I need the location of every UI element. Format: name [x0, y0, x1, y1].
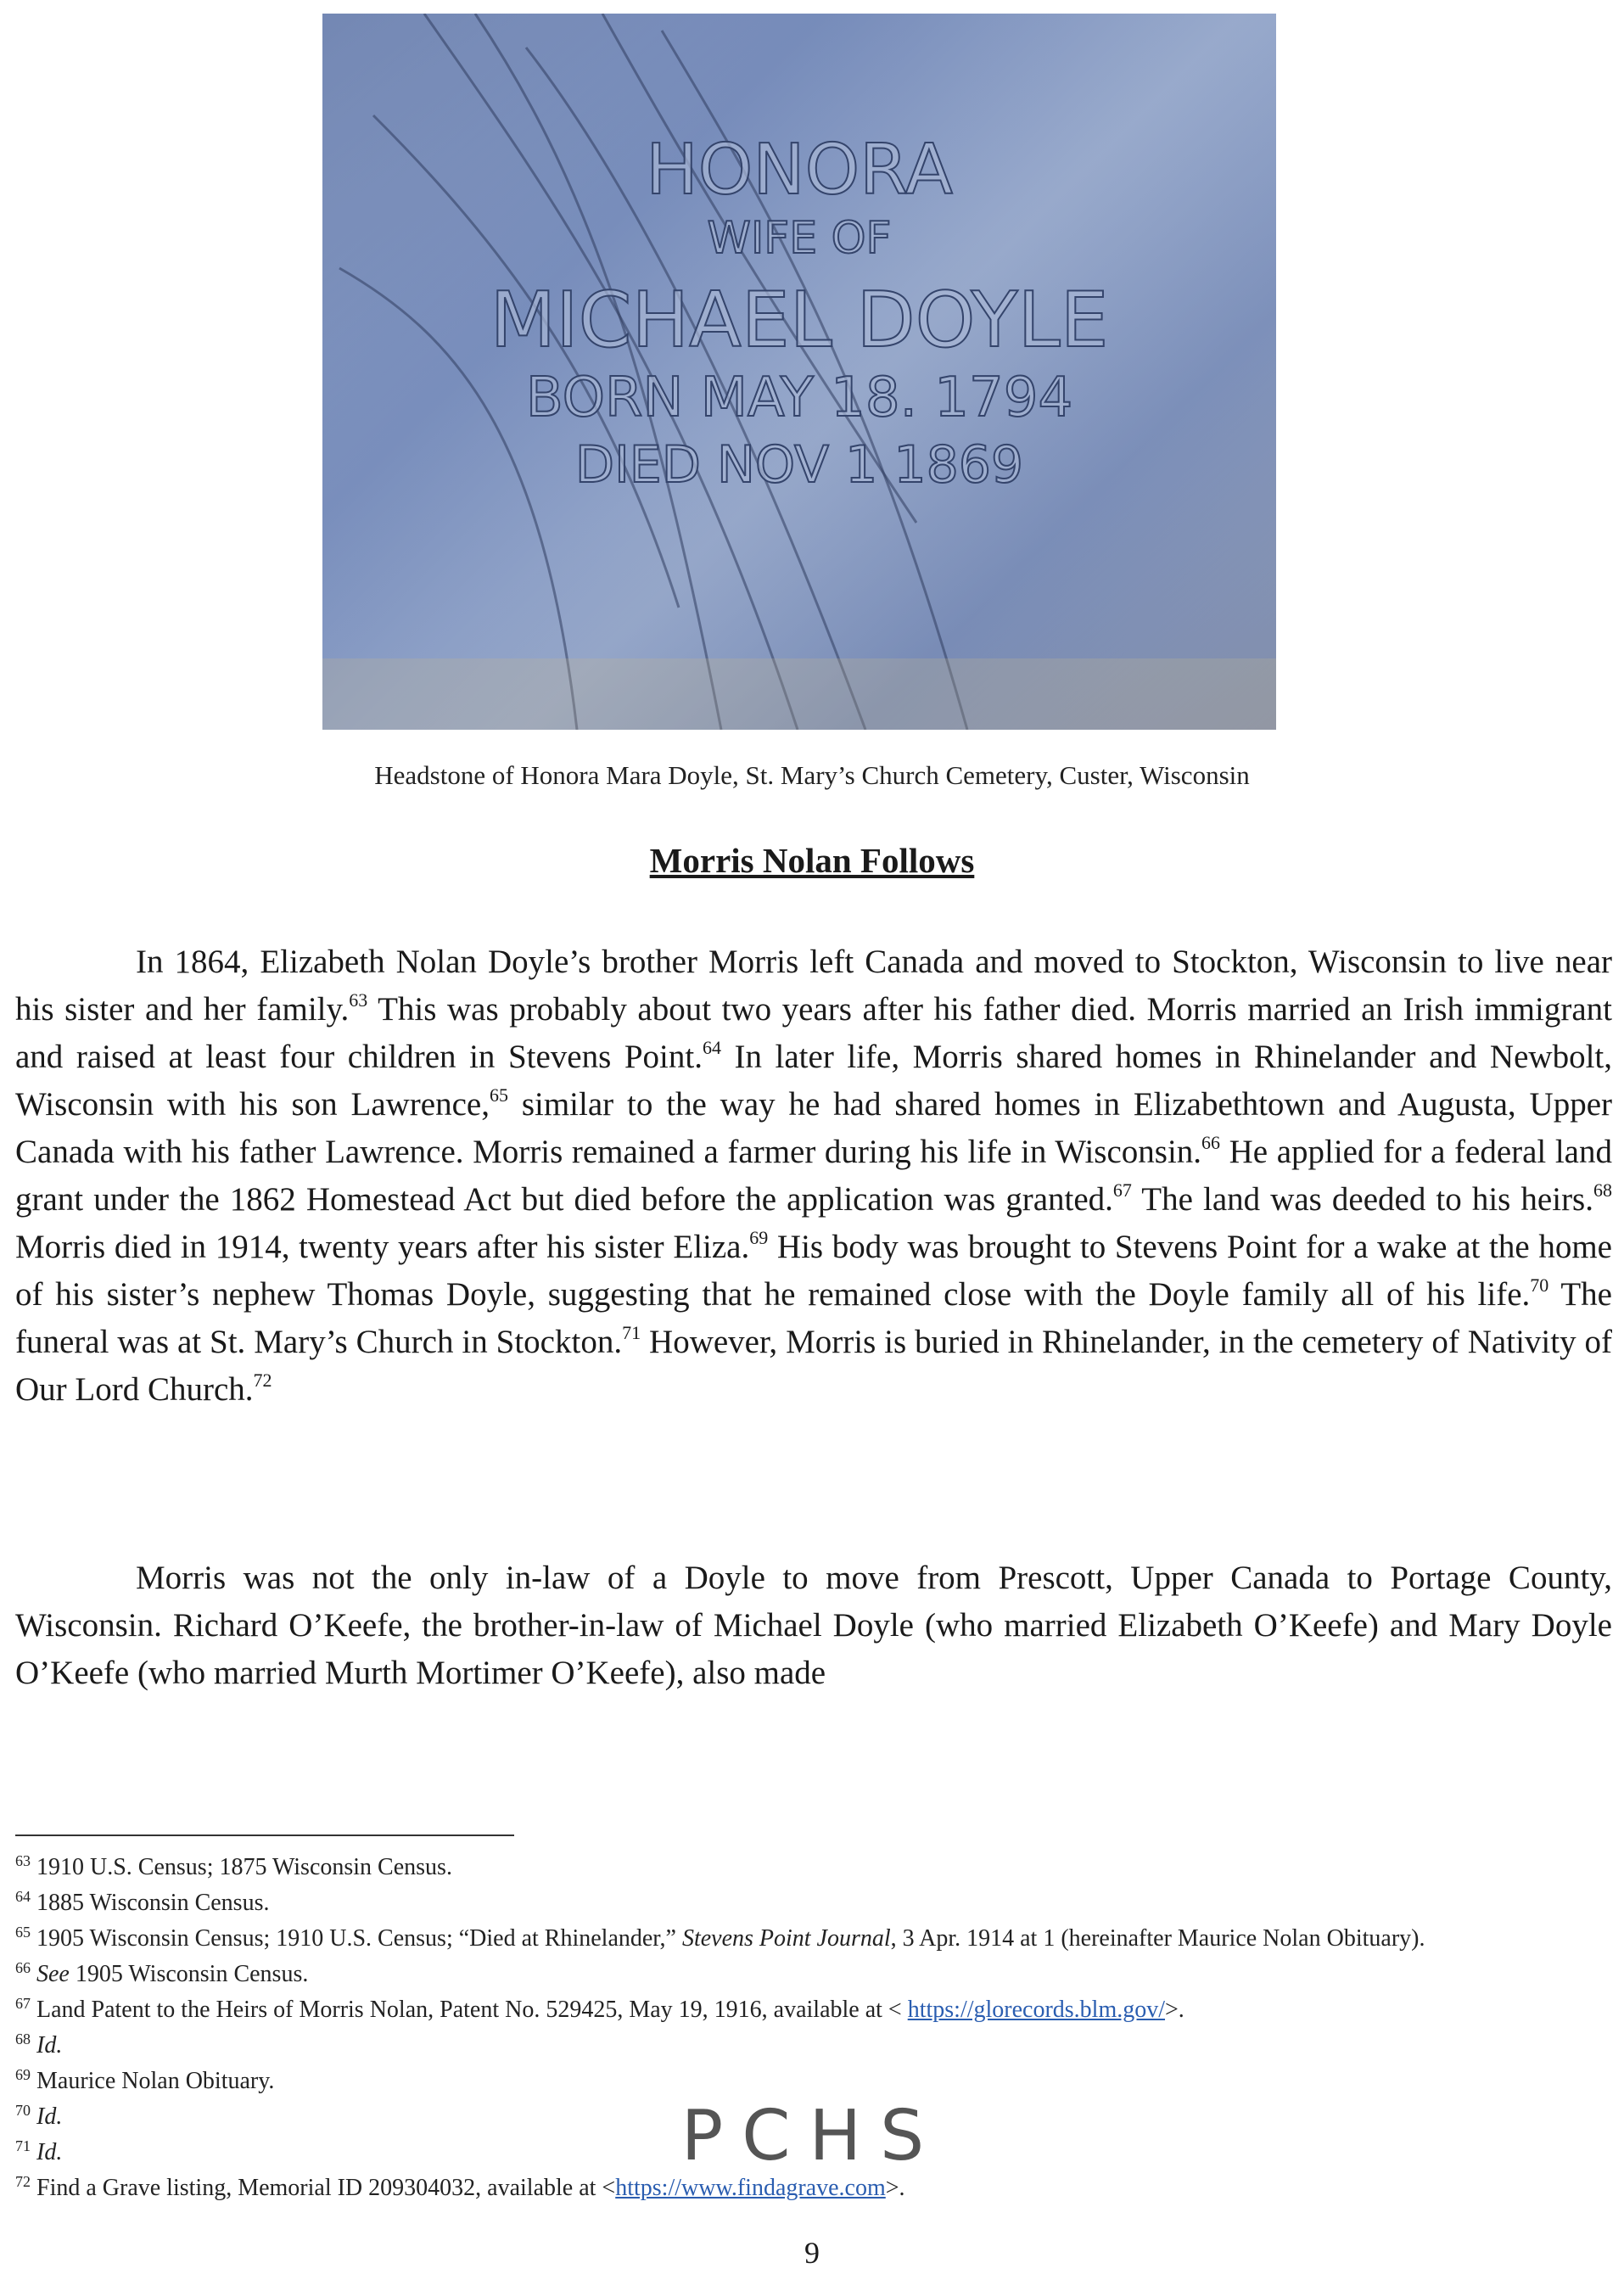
footnote-71: $^{71}$ Id.	[15, 2137, 63, 2165]
footnote-ref-70[interactable]: 70	[1530, 1274, 1549, 1296]
footnote-72: $^{72}$ Find a Grave listing, Memorial ID 209304032, available at <https://www.findagrave.com>.	[15, 2173, 905, 2201]
glorecords-link[interactable]: https://glorecords.blm.gov/	[907, 1997, 1166, 2023]
footnote-63: $^{63}$ 1910 U.S. Census; 1875 Wisconsin Census.	[15, 1852, 452, 1880]
pchs-watermark: PCHS	[680, 2096, 944, 2176]
headstone-line-5: DIED NOV 1 1869	[574, 435, 1024, 495]
headstone-image	[322, 14, 1276, 730]
page-number: 9	[804, 2236, 820, 2270]
footnote-ref-66[interactable]: 66	[1201, 1132, 1221, 1153]
headstone-line-4: BORN MAY 18. 1794	[525, 367, 1073, 429]
footnote-69: $^{69}$ Maurice Nolan Obituary.	[15, 2066, 275, 2094]
paragraph-2: Morris was not the only in-law of a Doyle to move from Prescott, Upper Canada to Portage County, Wisconsin. Richard O’Keefe, the brother-in-law of Michael Doyle (who married Elizabeth O’Keefe) and Mary Doyle O’Keefe (who married Murth Mortimer O’Keefe), also made	[15, 1560, 1612, 1691]
footnote-64: $^{64}$ 1885 Wisconsin Census.	[15, 1888, 270, 1916]
footnote-ref-68[interactable]: 68	[1593, 1179, 1612, 1201]
footnote-67: $^{67}$ Land Patent to the Heirs of Morris Nolan, Patent No. 529425, May 19, 1916, available at < https://glorecords.blm.gov/>.	[15, 1995, 1184, 2023]
findagrave-link[interactable]: https://www.findagrave.com	[615, 2175, 886, 2201]
footnote-ref-63[interactable]: 63	[349, 989, 368, 1011]
footnote-68: $^{68}$ Id.	[15, 2031, 63, 2059]
footnote-ref-71[interactable]: 71	[622, 1322, 641, 1343]
footnote-ref-69[interactable]: 69	[749, 1227, 769, 1248]
footnote-ref-64[interactable]: 64	[702, 1037, 721, 1058]
footnote-ref-67[interactable]: 67	[1112, 1179, 1132, 1201]
section-heading: Morris Nolan Follows	[649, 841, 975, 880]
headstone-line-3: MICHAEL DOYLE	[490, 276, 1109, 365]
headstone-line-2: WIFE OF	[707, 213, 892, 264]
headstone-photo	[322, 14, 1276, 730]
footnote-ref-72[interactable]: 72	[253, 1370, 272, 1391]
footnote-65: $^{65}$ 1905 Wisconsin Census; 1910 U.S. Census; “Died at Rhinelander,” Stevens Point Journal, 3 Apr. 1914 at 1 (hereinafter Maurice Nolan Obituary).	[15, 1924, 1425, 1952]
footnote-ref-65[interactable]: 65	[489, 1084, 508, 1106]
footnote-divider	[15, 1834, 514, 1836]
headstone-line-1: HONORA	[646, 130, 953, 210]
footnote-66: $^{66}$ See 1905 Wisconsin Census.	[15, 1959, 309, 1987]
paragraph-1: In 1864, Elizabeth Nolan Doyle’s brother Morris left Canada and moved to Stockton, Wisconsin to live near his sister and her family.$^{63}$ This was probably about two years after his father died. Morris married an Irish immigrant and raised at least four children in Stevens Point.$^{64}$ In later life, Morris shared homes in Rhinelander and Newbolt, Wisconsin with his son Lawrence,$^{65}$ similar to the way he had shared homes in Elizabethtown and Augusta, Upper Canada with his father Lawrence. Morris remained a farmer during his life in Wisconsin.$^{66}$ He applied for a federal land grant under the 1862 Homestead Act but died before the application was granted.$^{67}$ The land was deeded to his heirs.$^{68}$ Morris died in 1914, twenty years after his sister Eliza.$^{69}$ His body was brought to Stevens Point for a wake at the home of his sister’s nephew Thomas Doyle, suggesting that he remained close with the Doyle family all of his life.$^{70}$ The funeral was at St. Mary’s Church in Stockton.$^{71}$ However, Morris is buried in Rhinelander, in the cemetery of Nativity of Our Lord Church.$^{72}$	[15, 944, 1613, 1408]
photo-caption: Headstone of Honora Mara Doyle, St. Mary’s Church Cemetery, Custer, Wisconsin	[374, 760, 1250, 790]
footnote-70: $^{70}$ Id.	[15, 2102, 63, 2130]
